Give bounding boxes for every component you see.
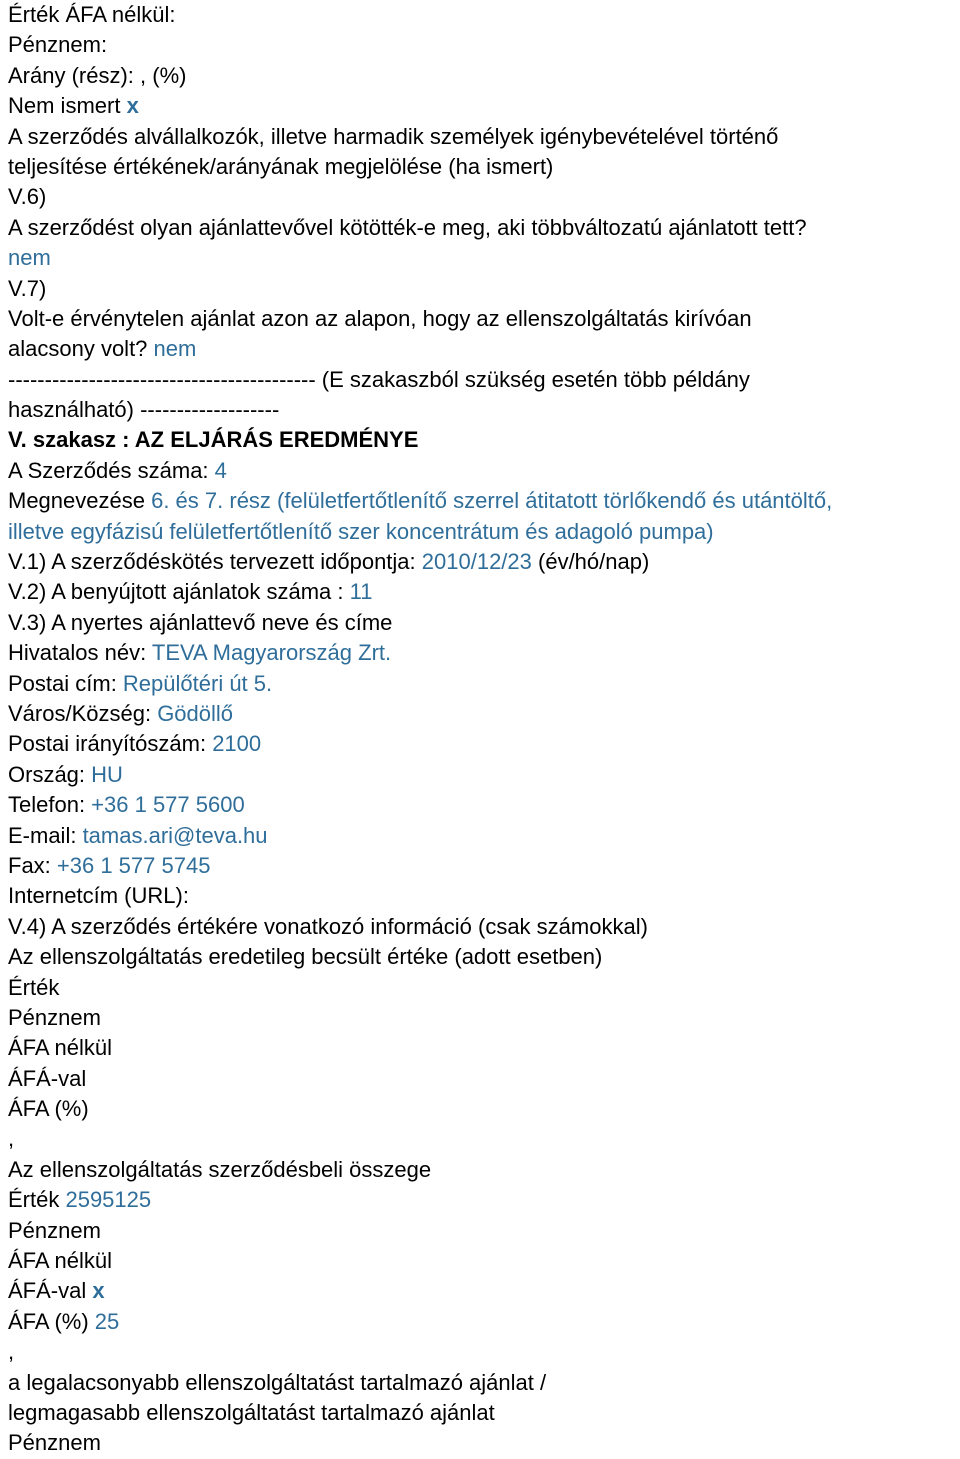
section-v7-heading: V.7)	[8, 275, 47, 301]
city-row	[8, 699, 954, 729]
postcode-row	[8, 729, 954, 759]
bids-count-value: 11	[349, 579, 373, 605]
contract-with-vat-label: ÁFÁ-val	[8, 1278, 93, 1304]
lowest-highest-bid-line1: a legalacsonyabb ellenszolgáltatást tartalmazó ajánlat /	[8, 1369, 547, 1395]
lowest-highest-bid-line2: legmagasabb ellenszolgáltatást tartalmazó ajánlat	[8, 1399, 495, 1425]
contract-date-row	[8, 547, 954, 577]
contract-number-row	[8, 456, 954, 486]
contract-without-vat-label: ÁFA nélkül	[8, 1248, 112, 1274]
currency-label: Pénznem:	[8, 32, 108, 58]
contract-amount-label: Érték	[8, 1187, 66, 1213]
city-label: Város/Község:	[8, 700, 158, 726]
contract-date-label: V.1) A szerződéskötés tervezett időpontja:	[8, 549, 422, 575]
contract-date-format: (év/hó/nap)	[531, 549, 650, 575]
email-value: tamas.ari@teva.hu	[82, 822, 268, 848]
separator-note-line1: ------------------------------------------ (E szakaszból szükség esetén több példány	[8, 366, 750, 392]
contract-separator: ,	[8, 1339, 15, 1365]
bids-count-label: V.2) A benyújtott ajánlatok száma :	[8, 579, 350, 605]
postal-address-value: Repülőtéri út 5.	[122, 670, 273, 696]
contract-with-vat-row	[8, 1276, 954, 1306]
section-v7-question-end: alacsony volt?	[8, 336, 154, 362]
url-label: Internetcím (URL):	[8, 883, 189, 909]
contract-with-vat-mark: x	[92, 1278, 105, 1304]
section-v7-answer: nem	[153, 336, 197, 362]
contract-value-heading: V.4) A szerződés értékére vonatkozó információ (csak számokkal)	[8, 913, 648, 939]
fax-value: +36 1 577 5745	[56, 852, 211, 878]
section-v7-question-line1: Volt-e érvénytelen ajánlat azon az alapon, hogy az ellenszolgáltatás kirívóan	[8, 305, 752, 331]
subcontractor-text-line1: A szerződés alvállalkozók, illetve harmadik személyek igénybevételével történő	[8, 123, 779, 149]
phone-label: Telefon:	[8, 792, 92, 818]
bid-currency-label: Pénznem	[8, 1430, 101, 1456]
fax-label: Fax:	[8, 852, 57, 878]
estimated-with-vat-label: ÁFÁ-val	[8, 1065, 87, 1091]
value-without-vat-label: Érték ÁFA nélkül:	[8, 2, 176, 27]
unknown-mark: x	[126, 93, 139, 119]
postal-address-row	[8, 669, 954, 699]
city-value: Gödöllő	[157, 700, 234, 726]
contract-currency-label: Pénznem	[8, 1217, 101, 1243]
subcontractor-text-line2: teljesítése értékének/arányának megjelölése (ha ismert)	[8, 153, 554, 179]
fax-row	[8, 851, 954, 881]
phone-value: +36 1 577 5600	[91, 792, 245, 818]
estimated-value-heading: Az ellenszolgáltatás eredetileg becsült értéke (adott esetben)	[8, 944, 603, 970]
unknown-label: Nem ismert	[8, 93, 127, 119]
contract-vat-percent-value: 25	[94, 1308, 120, 1334]
estimated-currency-label: Pénznem	[8, 1004, 101, 1030]
email-row	[8, 821, 954, 851]
official-name-row	[8, 638, 954, 668]
unknown-row	[8, 91, 954, 121]
estimated-separator: ,	[8, 1126, 15, 1152]
section-v6-heading: V.6)	[8, 184, 47, 210]
postcode-value: 2100	[212, 731, 262, 757]
contract-amount-value: 2595125	[65, 1187, 152, 1213]
official-name-value: TEVA Magyarország Zrt.	[151, 640, 392, 666]
estimated-vat-percent-label: ÁFA (%)	[8, 1096, 89, 1122]
contract-vat-percent-row	[8, 1307, 954, 1337]
section-v-title: V. szakasz : AZ ELJÁRÁS EREDMÉNYE	[8, 427, 419, 453]
contract-number-label: A Szerződés száma:	[8, 457, 215, 483]
contract-vat-percent-label: ÁFA (%)	[8, 1308, 95, 1334]
postcode-label: Postai irányítószám:	[8, 731, 213, 757]
winner-heading: V.3) A nyertes ajánlattevő neve és címe	[8, 609, 393, 635]
phone-row	[8, 790, 954, 820]
contract-amount-row	[8, 1185, 954, 1215]
designation-label: Megnevezése	[8, 488, 152, 514]
designation-value-line1: 6. és 7. rész (felületfertőtlenítő szerrel átitatott törlőkendő és utántöltő,	[151, 488, 833, 514]
email-label: E-mail:	[8, 822, 83, 848]
postal-address-label: Postai cím:	[8, 670, 123, 696]
ratio-label: Arány (rész): , (%)	[8, 62, 187, 88]
contract-amount-heading: Az ellenszolgáltatás szerződésbeli összege	[8, 1156, 432, 1182]
contract-number-value: 4	[214, 457, 227, 483]
country-value: HU	[91, 761, 123, 787]
official-name-label: Hivatalos név:	[8, 640, 152, 666]
designation-row	[8, 486, 954, 516]
designation-value-line2: illetve egyfázisú felületfertőtlenítő szer koncentrátum és adagoló pumpa)	[8, 518, 714, 544]
bids-count-row	[8, 577, 954, 607]
estimated-value-label: Érték	[8, 974, 60, 1000]
separator-note-line2: használható) -------------------	[8, 397, 280, 423]
section-v7-question-line2	[8, 334, 954, 364]
estimated-without-vat-label: ÁFA nélkül	[8, 1035, 112, 1061]
section-v6-question: A szerződést olyan ajánlattevővel kötötték-e meg, aki többváltozatú ajánlatott tett?	[8, 214, 807, 240]
section-v6-answer: nem	[8, 245, 51, 271]
country-row	[8, 760, 954, 790]
country-label: Ország:	[8, 761, 92, 787]
contract-date-value: 2010/12/23	[421, 549, 532, 575]
